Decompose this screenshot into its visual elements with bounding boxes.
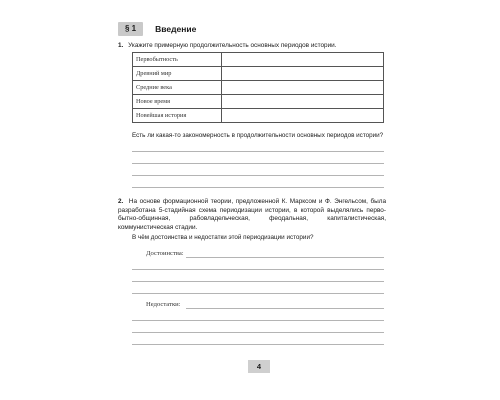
period-name-cell: Новое время xyxy=(133,95,222,109)
task-2-question: В чём достоинства и недостатки этой периодизации истории? xyxy=(132,234,314,241)
periods-table xyxy=(132,52,384,123)
answer-line[interactable] xyxy=(132,151,384,152)
disadvantages-label: Недостатки: xyxy=(146,301,181,308)
answer-line[interactable] xyxy=(132,163,384,164)
task-1-text: Укажите примерную продолжительность основных периодов истории. xyxy=(128,42,337,49)
period-duration-cell[interactable] xyxy=(222,109,384,123)
section-header xyxy=(118,22,196,36)
period-duration-cell[interactable] xyxy=(222,53,384,67)
answer-line[interactable] xyxy=(132,344,384,345)
task-2-number: 2. xyxy=(118,198,124,205)
answer-line[interactable] xyxy=(132,320,384,321)
period-name-cell: Новейшая история xyxy=(133,109,222,123)
period-duration-cell[interactable] xyxy=(222,67,384,81)
period-duration-cell[interactable] xyxy=(222,81,384,95)
section-title: Введение xyxy=(155,24,197,34)
advantages-label: Достоинства: xyxy=(146,250,184,257)
period-duration-cell[interactable] xyxy=(222,95,384,109)
advantages-answer-line[interactable] xyxy=(186,257,384,258)
answer-line[interactable] xyxy=(132,332,384,333)
task-1-question: Есть ли какая-то закономерность в продолжительности основных периодов истории? xyxy=(132,132,384,139)
table-row xyxy=(133,67,384,81)
task-1-prompt xyxy=(118,42,388,51)
task-1-number: 1. xyxy=(118,42,124,49)
answer-line[interactable] xyxy=(132,281,384,282)
table-row xyxy=(133,81,384,95)
section-number-badge: § 1 xyxy=(118,22,143,36)
table-row xyxy=(133,109,384,123)
table-row xyxy=(133,53,384,67)
answer-line[interactable] xyxy=(132,269,384,270)
period-name-cell: Первобытность xyxy=(133,53,222,67)
task-2-text: На основе формационной теории, предложенной К. Марксом и Ф. Энгельсом, была разработана 5-стадийная схема периодизации истории, в которой выделялись перво-бытно-общинная, рабовладельческая, феодальная, капиталистическая, коммунистическая стадии. xyxy=(118,198,387,231)
table-row xyxy=(133,95,384,109)
period-name-cell: Средние века xyxy=(133,81,222,95)
answer-line[interactable] xyxy=(132,187,384,188)
page-number: 4 xyxy=(248,360,270,373)
period-name-cell: Древний мир xyxy=(133,67,222,81)
task-2-prompt xyxy=(118,198,386,232)
answer-line[interactable] xyxy=(132,293,384,294)
disadvantages-answer-line[interactable] xyxy=(186,308,384,309)
answer-line[interactable] xyxy=(132,175,384,176)
